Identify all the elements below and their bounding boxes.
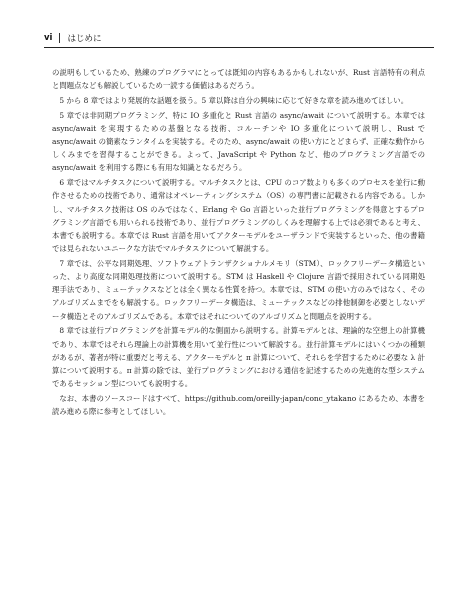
header-rule: [44, 47, 434, 48]
paragraph-chapters-overview: 5 から 8 章ではより発展的な話題を扱う。5 章以降は自分の興味に応じて好きな章を読み進めてほしい。: [59, 95, 409, 105]
chapter-title: はじめに: [67, 34, 102, 44]
header-separator: [59, 33, 60, 43]
paragraph-chapter-7: 7 章では、公平な同期処理、ソフトウェアトランザクショナルメモリ（STM）、ロックフリーデータ構造といった、より高度な同期処理技術について説明する。STM は Haskell や Clojure 言語で採用されている同期処理手法であり、ミューテックスなどとは全く異なる性質を持つ。本章では、STM の使い方のみではなく、そのアルゴリズムまでをも解説する。ロックフリーデータ構造は、ミューテックスなどの排他制御を必要としないデータ構造とそのアルゴリズムである。本章ではそれについてのアルゴリズムと問題点を説明する。: [52, 258, 425, 321]
paragraph-source-code: なお、本書のソースコードはすべて、https://github.com/oreilly-japan/conc_ytakano にあるため、本書を読み進める際に参考としてほしい。: [52, 393, 425, 417]
paragraph-continued: の説明もしているため、熟練のプログラマにとっては既知の内容もあるかもしれないが、Rust 言語特有の利点と問題点なども解説しているため一読する価値はあるだろう。: [52, 68, 425, 91]
paragraph-chapter-6: 6 章ではマルチタスクについて説明する。マルチタスクとは、CPU のコア数よりも多くのプロセスを並行に動作させるための技術であり、通常はオペレーティングシステム（OS）の専門書に記載される内容である。しかし、マルチタスク技術は OS のみではなく、Erlang や Go 言語といった並行プログラミングを得意とするプログラミング言語でも用いられる技術であり、並行プログラミングのしくみを理解する上では必須であると考え、本書でも説明する。本章では Rust 言語を用いてアクターモデルをユーザランドで実装するといった、他の書籍では見られないユニークな方法でマルチタスクについて解説する。: [52, 178, 425, 254]
running-header: [44, 32, 101, 44]
page-body: [52, 66, 425, 420]
page-number: vi: [44, 33, 53, 43]
paragraph-chapter-8: 8 章では並行プログラミングを計算モデル的な側面から説明する。計算モデルとは、理論的な空想上の計算機であり、本章ではそれら理論上の計算機を用いて並行性について解説する。並行計算モデルにはいくつかの種類があるが、著者が特に重要だと考える、アクターモデルと π 計算について、それらを学習するために必要な λ 計算について説明する。π 計算の除では、並行プログラミングにおける通信を記述するための先進的な型システムであるセッション型についても説明する。: [52, 326, 425, 389]
paragraph-chapter-5: 5 章では非同期プログラミング、特に IO 多重化と Rust 言語の async/await について説明する。本章では async/await を実現するための基盤となる技術、コルーチンや IO 多重化について説明し、Rust で async/await の簡素なランタイムを実装する。そのため、async/await の使い方にとどまらず、正確な動作からしくみまでを習得することができる。よって、JavaScript や Python など、他のプログラミング言語での async/await を利用する際にも有用な知識となるだろう。: [52, 110, 425, 173]
